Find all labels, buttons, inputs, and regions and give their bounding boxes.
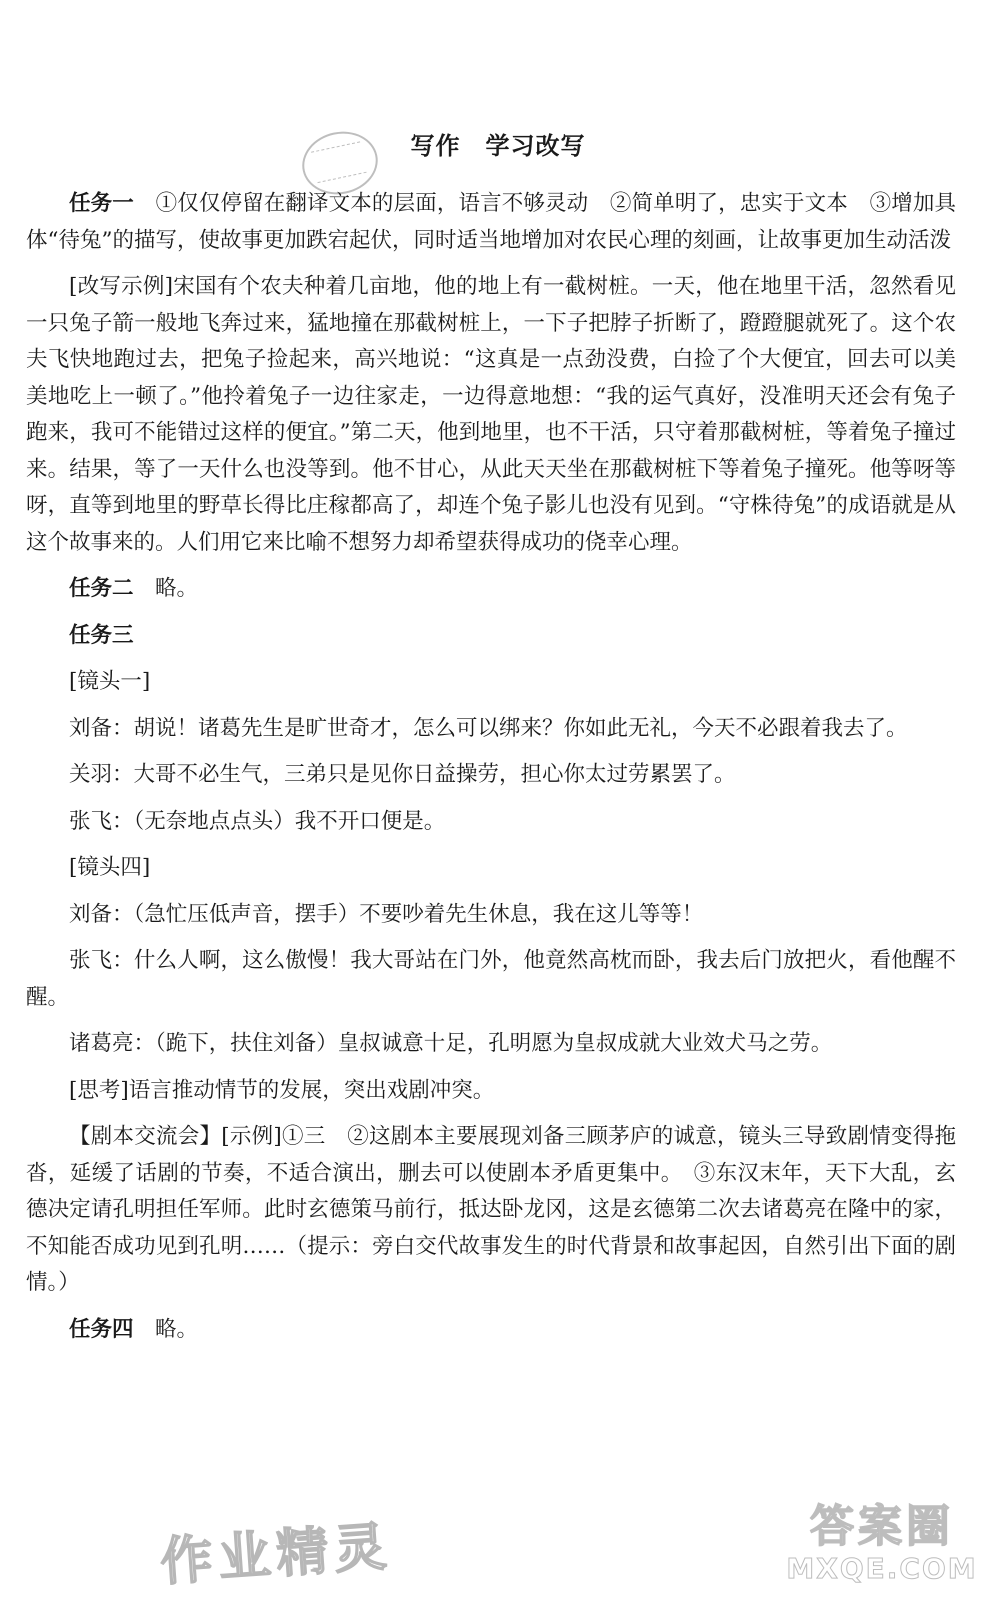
task2-paragraph [26,571,956,608]
dialogue-line: 诸葛亮：（跪下，扶住刘备）皇叔诚意十足，孔明愿为皇叔成就大业效犬马之劳。 [69,1031,833,1056]
dialogue-line: 关羽：大哥不必生气，三弟只是见你日益操劳，担心你太过劳累罢了。 [69,762,736,787]
thinking-paragraph: [思考]语言推动情节的发展，突出戏剧冲突。 [69,1077,495,1103]
page-title: 写作 学习改写 [410,132,586,160]
watermark-logo-top: 答案圈 [810,1501,954,1552]
task2-label: 任务二 [69,576,134,601]
scene-four-heading: [镜头四] [69,855,151,880]
task4-text: 略。 [133,1316,199,1342]
exchange-paragraph [26,1119,956,1302]
watermark-logo-url: MXQE.COM [786,1552,978,1585]
dialogue-line: 张飞：什么人啊，这么傲慢！我大哥站在门外，他竟然高枕而卧，我去后门放把火，看他醒不醒。 [26,948,956,1010]
task1-label: 任务一 [69,191,134,216]
task4-paragraph [26,1312,956,1349]
task4-label: 任务四 [69,1316,134,1342]
exchange-text: [示例]①三 ②这剧本主要展现刘备三顾茅庐的诚意，镜头三导致剧情变得拖沓，延缓了话剧的节奏，不适合演出，删去可以使剧本矛盾更集中。 ③东汉末年，天下大乱，玄德决定请孔明担任军师。此时玄德策马前行，抵达卧龙冈，这是玄德第二次去诸葛亮在隆中的家，不知能否成功见到孔明……（提示：旁白交代故事发生的时代背景和故事起因，自然引出下面的剧情。） [26,1124,956,1295]
task2-text: 略。 [133,576,199,601]
scene-one-heading: [镜头一] [69,669,151,694]
document-body [26,186,956,1358]
task1-paragraph [26,186,956,259]
task3-label: 任务三 [69,622,134,648]
exchange-label: 【剧本交流会】 [69,1124,222,1149]
dialogue-line: 张飞：（无奈地点点头）我不开口便是。 [69,808,446,834]
watermark-bottom-left: 作业精灵 [158,1516,395,1594]
watermark-logo [786,1502,978,1586]
dialogue-line: 刘备：（急忙压低声音，摆手）不要吵着先生休息，我在这儿等等！ [69,901,704,927]
task1-text: ①仅仅停留在翻译文本的层面，语言不够灵动 ②简单明了，忠实于文本 ③增加具体“待兔”的描写，使故事更加跌宕起伏，同时适当地增加对农民心理的刻画，让故事更加生动活泼 [26,191,956,253]
dialogue-line: 刘备：胡说！诸葛先生是旷世奇才，怎么可以绑来？你如此无礼，今天不必跟着我去了。 [69,715,908,741]
task3-heading [26,618,956,655]
example-paragraph: [改写示例]宋国有个农夫种着几亩地，他的地上有一截树桩。一天，他在地里干活，忽然看见一只兔子箭一般地飞奔过来，猛地撞在那截树桩上，一下子把脖子折断了，蹬蹬腿就死了。这个农夫飞快地跑过去，把兔子捡起来，高兴地说：“这真是一点劲没费，白捡了个大便宜，回去可以美美地吃上一顿了。”他拎着兔子一边往家走，一边得意地想：“我的运气真好，没准明天还会有兔子跑来，我可不能错过这样的便宜。”第二天，他到地里，也不干活，只守着那截树桩，等着兔子撞过来。结果，等了一天什么也没等到。他不甘心，从此天天坐在那截树桩下等着兔子撞死。他等呀等呀，直等到地里的野草长得比庄稼都高了，却连个兔子影儿也没有见到。“守株待兔”的成语就是从这个故事来的。人们用它来比喻不想努力却希望获得成功的侥幸心理。 [26,274,956,555]
